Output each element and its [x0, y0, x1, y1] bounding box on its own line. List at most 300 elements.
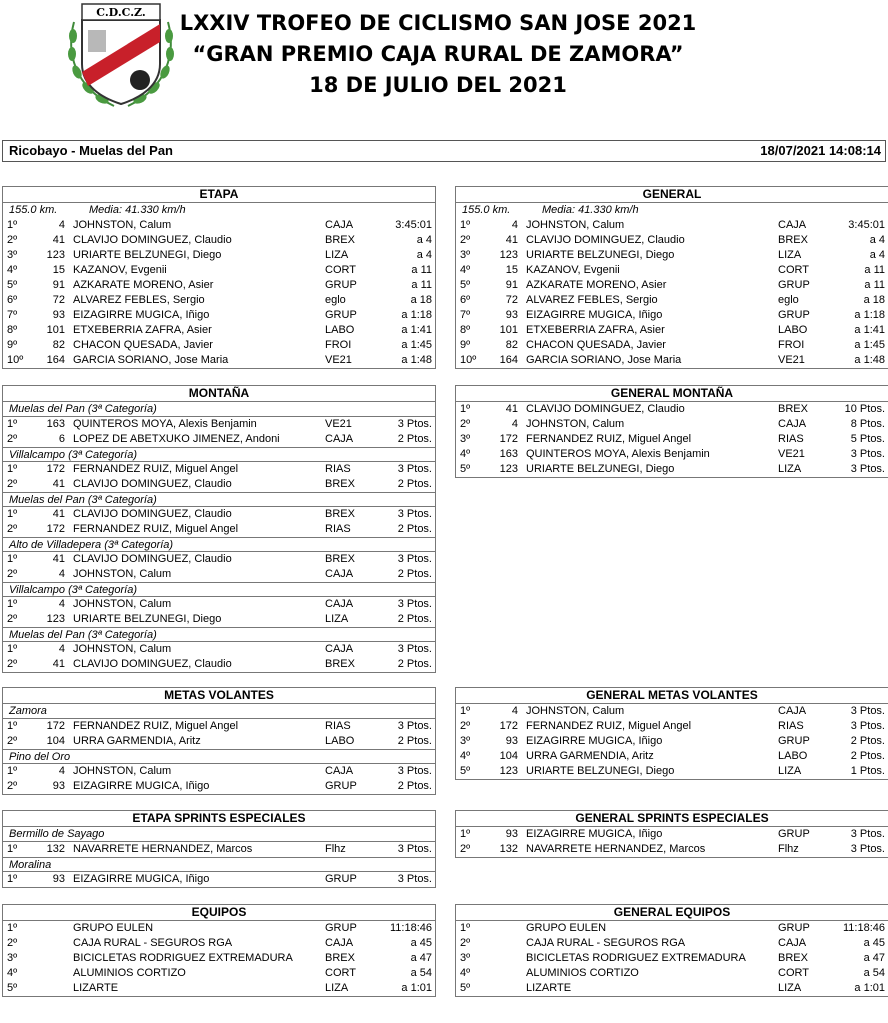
position: 2º — [460, 418, 471, 430]
position: 2º — [7, 937, 18, 949]
dorsal: 172 — [46, 720, 65, 732]
team-code: RIAS — [325, 463, 351, 475]
team-code: GRUP — [325, 309, 357, 321]
rider-name: EIZAGIRRE MUGICA, Iñigo — [73, 873, 210, 885]
position: 5º — [460, 463, 471, 475]
rider-row — [3, 338, 435, 353]
stage-route: Ricobayo - Muelas del Pan — [9, 143, 173, 158]
team-code: CAJA — [778, 705, 807, 717]
rider-row — [456, 338, 888, 353]
average-speed: Media: 41.330 km/h — [89, 204, 186, 216]
position: 3º — [7, 249, 18, 261]
rider-row — [3, 779, 435, 794]
team-code: Flhz — [325, 843, 346, 855]
dorsal: 4 — [58, 219, 65, 231]
rider-row — [3, 432, 435, 447]
dorsal: 72 — [505, 294, 518, 306]
dorsal: 4 — [58, 643, 65, 655]
position: 5º — [460, 279, 471, 291]
result-value: a 1:48 — [401, 354, 432, 366]
position: 5º — [7, 982, 18, 994]
team-code: CAJA — [778, 937, 807, 949]
team-code: BREX — [778, 403, 808, 415]
rider-name: CLAVIJO DOMINGUEZ, Claudio — [73, 234, 232, 246]
result-value: 2 Ptos. — [397, 478, 432, 490]
time-gap: 11:18:46 — [842, 922, 885, 934]
dorsal: 4 — [511, 705, 518, 717]
team-code: GRUP — [778, 735, 810, 747]
team-code: CORT — [778, 967, 809, 979]
team-name: BICICLETAS RODRIGUEZ EXTREMADURA — [73, 952, 293, 964]
position: 3º — [460, 433, 471, 445]
rider-name: CLAVIJO DOMINGUEZ, Claudio — [73, 553, 232, 565]
position: 2º — [7, 780, 18, 792]
rider-name: NAVARRETE HERNANDEZ, Marcos — [73, 843, 253, 855]
position: 1º — [7, 219, 18, 231]
dorsal: 101 — [499, 324, 518, 336]
general-metas-volantes-table — [455, 687, 888, 780]
dorsal: 104 — [499, 750, 518, 762]
position: 2º — [7, 523, 18, 535]
result-value: 3:45:01 — [395, 219, 432, 231]
team-code: CAJA — [325, 937, 354, 949]
rider-row — [456, 263, 888, 278]
rider-name: FERNANDEZ RUIZ, Miguel Angel — [73, 463, 239, 475]
rider-row — [456, 278, 888, 293]
team-row — [456, 966, 888, 981]
rider-name: NAVARRETE HERNANDEZ, Marcos — [526, 843, 706, 855]
team-code: RIAS — [325, 523, 351, 535]
rider-name: JOHNSTON, Calum — [526, 705, 625, 717]
dorsal: 132 — [499, 843, 518, 855]
team-row — [3, 981, 435, 996]
dorsal: 15 — [52, 264, 65, 276]
rider-row — [456, 218, 888, 233]
dorsal: 164 — [46, 354, 65, 366]
classification-point-label: Moralina — [3, 857, 435, 872]
result-value: a 11 — [411, 279, 432, 291]
rider-row — [3, 567, 435, 582]
general-sprints-especiales-table-title: GENERAL SPRINTS ESPECIALES — [456, 811, 888, 827]
rider-row — [456, 248, 888, 263]
rider-row — [3, 719, 435, 734]
rider-row — [456, 447, 888, 462]
position: 1º — [460, 403, 471, 415]
result-value: a 4 — [869, 249, 885, 261]
result-value: 2 Ptos. — [397, 433, 432, 445]
dorsal: 101 — [46, 324, 65, 336]
position: 2º — [7, 478, 18, 490]
rider-name: LOPEZ DE ABETXUKO JIMENEZ, Andoni — [73, 433, 280, 445]
rider-row — [456, 293, 888, 308]
team-row — [456, 981, 888, 996]
team-code: GRUP — [778, 922, 810, 934]
position: 8º — [7, 324, 18, 336]
result-value: a 11 — [864, 264, 885, 276]
dorsal: 164 — [499, 354, 518, 366]
team-code: BREX — [325, 553, 355, 565]
result-value: a 4 — [416, 234, 432, 246]
dorsal: 93 — [52, 873, 65, 885]
position: 4º — [7, 967, 18, 979]
rider-row — [3, 248, 435, 263]
position: 7º — [7, 309, 18, 321]
team-code: LIZA — [325, 613, 349, 625]
team-code: eglo — [325, 294, 346, 306]
rider-name: EIZAGIRRE MUGICA, Iñigo — [73, 309, 210, 321]
position: 2º — [7, 658, 18, 670]
position: 1º — [7, 843, 18, 855]
result-value: 3 Ptos. — [397, 463, 432, 475]
result-value: 3 Ptos. — [850, 463, 885, 475]
rider-name: KAZANOV, Evgenii — [526, 264, 620, 276]
montana-table — [2, 385, 436, 673]
rider-name: AZKARATE MORENO, Asier — [73, 279, 214, 291]
team-code: RIAS — [325, 720, 351, 732]
position: 3º — [460, 952, 471, 964]
position: 9º — [7, 339, 18, 351]
rider-row — [456, 704, 888, 719]
team-code: LIZA — [778, 765, 802, 777]
dorsal: 123 — [499, 249, 518, 261]
result-value: 3 Ptos. — [850, 828, 885, 840]
rider-name: JOHNSTON, Calum — [526, 418, 625, 430]
rider-row — [3, 263, 435, 278]
rider-row — [3, 597, 435, 612]
rider-row — [456, 719, 888, 734]
team-code: GRUP — [778, 279, 810, 291]
team-code: CAJA — [325, 219, 354, 231]
time-gap: a 47 — [863, 952, 885, 964]
position: 9º — [460, 339, 471, 351]
rider-name: CLAVIJO DOMINGUEZ, Claudio — [73, 658, 232, 670]
position: 1º — [7, 508, 18, 520]
position: 1º — [7, 765, 18, 777]
result-value: 3 Ptos. — [397, 720, 432, 732]
title-line-2: “GRAN PREMIO CAJA RURAL DE ZAMORA” — [192, 42, 684, 66]
result-value: 2 Ptos. — [397, 658, 432, 670]
rider-name: CHACON QUESADA, Javier — [526, 339, 666, 351]
team-code: eglo — [778, 294, 799, 306]
position: 2º — [7, 568, 18, 580]
team-code: GRUP — [325, 279, 357, 291]
result-value: a 4 — [869, 234, 885, 246]
position: 1º — [460, 705, 471, 717]
time-gap: a 1:01 — [401, 982, 432, 994]
rider-row — [3, 233, 435, 248]
team-code: BREX — [325, 658, 355, 670]
result-value: a 11 — [411, 264, 432, 276]
metas-volantes-table-title: METAS VOLANTES — [3, 688, 435, 704]
rider-row — [3, 462, 435, 477]
result-value: a 1:48 — [854, 354, 885, 366]
dorsal: 123 — [499, 765, 518, 777]
team-code: VE21 — [778, 354, 805, 366]
team-code: FROI — [325, 339, 352, 351]
position: 1º — [460, 828, 471, 840]
rider-name: JOHNSTON, Calum — [73, 219, 172, 231]
dorsal: 104 — [46, 735, 65, 747]
rider-row — [3, 308, 435, 323]
rider-row — [3, 293, 435, 308]
team-code: GRUP — [325, 922, 357, 934]
result-value: 3 Ptos. — [397, 765, 432, 777]
rider-row — [456, 842, 888, 857]
position: 4º — [460, 448, 471, 460]
rider-name: URIARTE BELZUNEGI, Diego — [73, 249, 222, 261]
result-value: 3 Ptos. — [397, 873, 432, 885]
team-row — [3, 936, 435, 951]
title-line-3: 18 DE JULIO DEL 2021 — [309, 73, 567, 97]
team-code: LABO — [778, 324, 808, 336]
classification-point-label: Muelas del Pan (3ª Categoría) — [3, 402, 435, 417]
position: 2º — [7, 433, 18, 445]
dorsal: 4 — [58, 598, 65, 610]
dorsal: 93 — [505, 828, 518, 840]
position: 4º — [460, 967, 471, 979]
position: 3º — [460, 735, 471, 747]
distance: 155.0 km. — [9, 204, 58, 216]
team-row — [3, 966, 435, 981]
rider-row — [456, 402, 888, 417]
rider-row — [456, 432, 888, 447]
rider-name: JOHNSTON, Calum — [73, 765, 172, 777]
result-value: a 11 — [864, 279, 885, 291]
position: 3º — [7, 952, 18, 964]
team-code: VE21 — [778, 448, 805, 460]
rider-row — [3, 218, 435, 233]
position: 1º — [7, 643, 18, 655]
result-value: a 1:45 — [401, 339, 432, 351]
position: 2º — [7, 613, 18, 625]
dorsal: 93 — [505, 735, 518, 747]
result-value: 3 Ptos. — [397, 418, 432, 430]
position: 7º — [460, 309, 471, 321]
document-title — [158, 8, 718, 101]
rider-row — [456, 764, 888, 779]
team-code: RIAS — [778, 720, 804, 732]
result-value: 10 Ptos. — [844, 403, 885, 415]
result-value: 3 Ptos. — [397, 508, 432, 520]
general-montana-table — [455, 385, 888, 478]
team-code: CAJA — [325, 765, 354, 777]
time-gap: a 54 — [410, 967, 432, 979]
team-code: RIAS — [778, 433, 804, 445]
etapa-table — [2, 186, 436, 369]
rider-name: EIZAGIRRE MUGICA, Iñigo — [526, 735, 663, 747]
team-code: VE21 — [325, 418, 352, 430]
montana-table-title: MONTAÑA — [3, 386, 435, 402]
team-code: CAJA — [325, 568, 354, 580]
rider-name: EIZAGIRRE MUGICA, Iñigo — [526, 828, 663, 840]
classification-point-label: Alto de Villadepera (3ª Categoría) — [3, 537, 435, 552]
dorsal: 41 — [52, 478, 65, 490]
dorsal: 172 — [499, 720, 518, 732]
rider-row — [3, 842, 435, 857]
rider-row — [3, 657, 435, 672]
classification-point-label: Villalcampo (3ª Categoría) — [3, 447, 435, 462]
team-code: VE21 — [325, 354, 352, 366]
team-row — [3, 951, 435, 966]
rider-name: JOHNSTON, Calum — [526, 219, 625, 231]
dorsal: 172 — [46, 523, 65, 535]
rider-name: URIARTE BELZUNEGI, Diego — [526, 249, 675, 261]
dorsal: 123 — [46, 249, 65, 261]
result-value: a 1:41 — [854, 324, 885, 336]
title-line-1: LXXIV TROFEO DE CICLISMO SAN JOSE 2021 — [179, 11, 697, 35]
etapa-table-title: ETAPA — [3, 187, 435, 203]
rider-row — [3, 522, 435, 537]
time-gap: a 1:01 — [854, 982, 885, 994]
rider-row — [3, 552, 435, 567]
rider-row — [3, 872, 435, 887]
team-code: BREX — [325, 952, 355, 964]
dorsal: 4 — [511, 418, 518, 430]
rider-row — [456, 734, 888, 749]
result-value: a 1:18 — [401, 309, 432, 321]
team-code: LABO — [325, 324, 355, 336]
result-value: 3 Ptos. — [397, 643, 432, 655]
rider-name: QUINTEROS MOYA, Alexis Benjamin — [73, 418, 257, 430]
rider-name: CLAVIJO DOMINGUEZ, Claudio — [526, 234, 685, 246]
classification-point-label: Zamora — [3, 704, 435, 719]
position: 5º — [460, 765, 471, 777]
dorsal: 41 — [52, 234, 65, 246]
position: 1º — [7, 463, 18, 475]
dorsal: 82 — [505, 339, 518, 351]
team-code: CAJA — [325, 643, 354, 655]
position: 5º — [460, 982, 471, 994]
result-value: a 4 — [416, 249, 432, 261]
position: 1º — [7, 922, 18, 934]
result-value: 2 Ptos. — [850, 735, 885, 747]
team-code: LABO — [778, 750, 808, 762]
dorsal: 15 — [505, 264, 518, 276]
rider-name: FERNANDEZ RUIZ, Miguel Angel — [73, 523, 239, 535]
result-value: 2 Ptos. — [397, 523, 432, 535]
result-value: 3 Ptos. — [850, 720, 885, 732]
rider-name: URIARTE BELZUNEGI, Diego — [526, 463, 675, 475]
dorsal: 82 — [52, 339, 65, 351]
position: 8º — [460, 324, 471, 336]
sprints-especiales-table — [2, 810, 436, 888]
position: 2º — [7, 234, 18, 246]
result-value: 2 Ptos. — [850, 750, 885, 762]
dorsal: 41 — [505, 234, 518, 246]
rider-name: CLAVIJO DOMINGUEZ, Claudio — [526, 403, 685, 415]
dorsal: 123 — [46, 613, 65, 625]
metas-volantes-table — [2, 687, 436, 795]
time-gap: 11:18:46 — [389, 922, 432, 934]
stage-datetime: 18/07/2021 14:08:14 — [760, 143, 881, 158]
dorsal: 91 — [505, 279, 518, 291]
dorsal: 93 — [505, 309, 518, 321]
general-metas-volantes-table-title: GENERAL METAS VOLANTES — [456, 688, 888, 704]
team-name: ALUMINIOS CORTIZO — [73, 967, 186, 979]
rider-row — [3, 323, 435, 338]
dorsal: 41 — [505, 403, 518, 415]
dorsal: 132 — [46, 843, 65, 855]
position: 1º — [460, 219, 471, 231]
team-code: CORT — [325, 264, 356, 276]
rider-row — [3, 417, 435, 432]
dorsal: 41 — [52, 553, 65, 565]
rider-name: URRA GARMENDIA, Aritz — [73, 735, 201, 747]
team-code: BREX — [325, 508, 355, 520]
dorsal: 4 — [58, 765, 65, 777]
dorsal: 163 — [499, 448, 518, 460]
result-value: 2 Ptos. — [397, 780, 432, 792]
rider-name: QUINTEROS MOYA, Alexis Benjamin — [526, 448, 710, 460]
general-equipos-table-title: GENERAL EQUIPOS — [456, 905, 888, 921]
position: 4º — [460, 750, 471, 762]
position: 2º — [460, 843, 471, 855]
club-logo-text: C.D.C.Z. — [96, 6, 146, 19]
rider-name: FERNANDEZ RUIZ, Miguel Angel — [73, 720, 239, 732]
result-value: a 1:18 — [854, 309, 885, 321]
rider-name: JOHNSTON, Calum — [73, 568, 172, 580]
result-value: 3 Ptos. — [397, 553, 432, 565]
rider-name: URRA GARMENDIA, Aritz — [526, 750, 654, 762]
team-row — [456, 951, 888, 966]
rider-name: JOHNSTON, Calum — [73, 598, 172, 610]
team-code: CORT — [778, 264, 809, 276]
team-code: CAJA — [325, 433, 354, 445]
rider-row — [3, 507, 435, 522]
result-value: 2 Ptos. — [397, 568, 432, 580]
result-value: 2 Ptos. — [397, 613, 432, 625]
result-value: 3 Ptos. — [850, 705, 885, 717]
result-value: a 18 — [410, 294, 432, 306]
result-value: 5 Ptos. — [850, 433, 885, 445]
team-name: BICICLETAS RODRIGUEZ EXTREMADURA — [526, 952, 746, 964]
rider-name: AZKARATE MORENO, Asier — [526, 279, 667, 291]
rider-row — [456, 323, 888, 338]
team-name: CAJA RURAL - SEGUROS RGA — [526, 937, 686, 949]
position: 1º — [7, 553, 18, 565]
average-speed: Media: 41.330 km/h — [542, 204, 639, 216]
rider-row — [3, 764, 435, 779]
dorsal: 6 — [58, 433, 65, 445]
position: 3º — [460, 249, 471, 261]
position: 2º — [7, 735, 18, 747]
rider-name: GARCIA SORIANO, Jose Maria — [73, 354, 229, 366]
dorsal: 4 — [58, 568, 65, 580]
rider-row — [456, 308, 888, 323]
rider-name: URIARTE BELZUNEGI, Diego — [73, 613, 222, 625]
team-name: GRUPO EULEN — [526, 922, 607, 934]
result-value: 3 Ptos. — [397, 843, 432, 855]
rider-name: FERNANDEZ RUIZ, Miguel Angel — [526, 433, 692, 445]
time-gap: a 45 — [863, 937, 885, 949]
rider-name: EIZAGIRRE MUGICA, Iñigo — [73, 780, 210, 792]
team-code: BREX — [325, 234, 355, 246]
team-code: LIZA — [778, 982, 802, 994]
team-code: BREX — [778, 952, 808, 964]
result-value: 2 Ptos. — [397, 735, 432, 747]
general-table — [455, 186, 888, 369]
general-table-title: GENERAL — [456, 187, 888, 203]
team-code: FROI — [778, 339, 805, 351]
classification-point-label: Pino del Oro — [3, 749, 435, 764]
equipos-table-title: EQUIPOS — [3, 905, 435, 921]
position: 1º — [460, 922, 471, 934]
position: 4º — [460, 264, 471, 276]
team-row — [3, 921, 435, 936]
rider-name: ETXEBERRIA ZAFRA, Asier — [73, 324, 212, 336]
rider-name: ETXEBERRIA ZAFRA, Asier — [526, 324, 665, 336]
rider-row — [456, 827, 888, 842]
